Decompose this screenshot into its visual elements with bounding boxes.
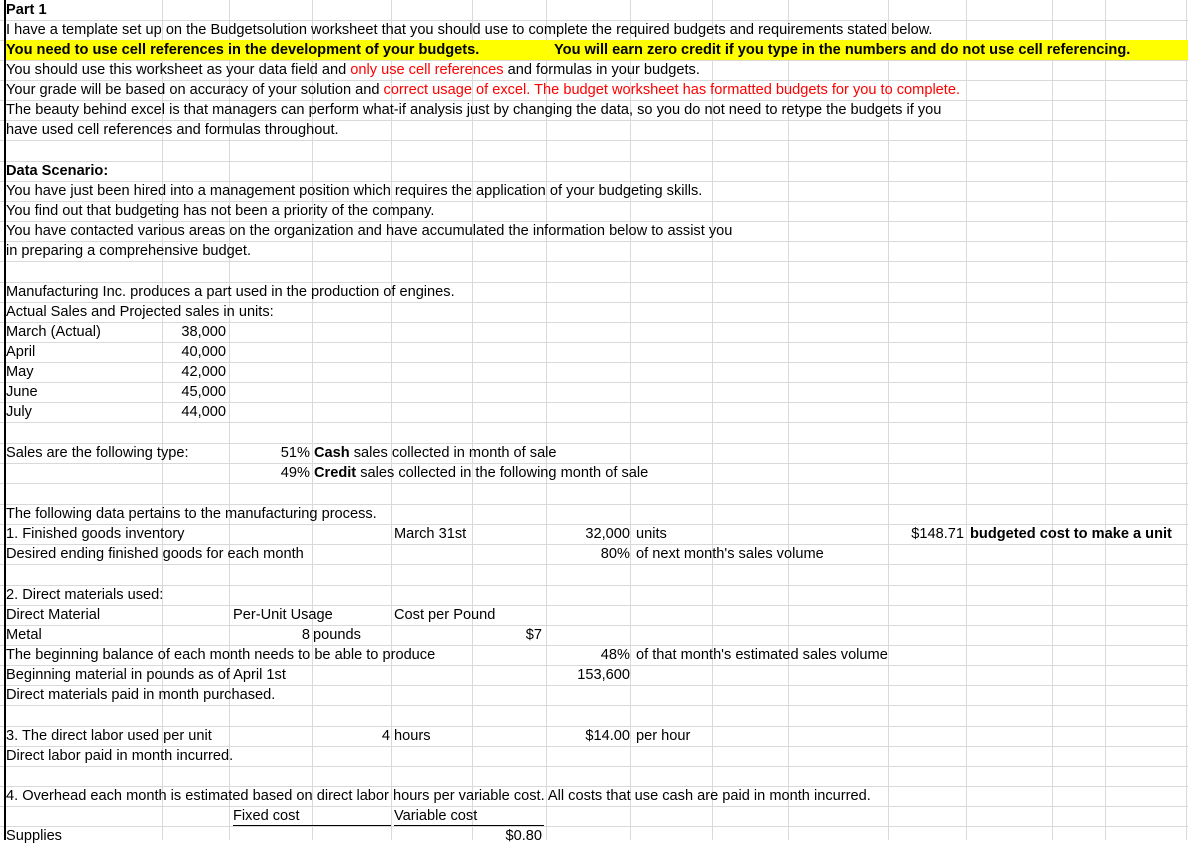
- desired-label: Desired ending finished goods for each month: [6, 546, 304, 562]
- row-scenario-3: [6, 221, 1188, 241]
- row-overhead-heading: [6, 786, 1188, 806]
- sales-month: May: [6, 364, 34, 380]
- row-sales-credit: [6, 463, 1188, 483]
- credit-description: Credit sales collected in the following month of sale: [314, 465, 649, 481]
- row-dm-april: [6, 665, 1188, 685]
- dm-beg-label: The beginning balance of each month needs to be able to produce: [6, 647, 436, 663]
- labor-hours-label: hours: [394, 728, 431, 744]
- row-intro-5: [6, 100, 1188, 120]
- row-sales-heading: [6, 302, 1188, 322]
- scenario-line: You find out that budgeting has not been a priority of the company.: [6, 203, 435, 219]
- dm-april-label: Beginning material in pounds as of April 1st: [6, 667, 286, 683]
- desired-percent: 80%: [600, 546, 630, 562]
- dm-col-material: Direct Material: [6, 607, 101, 623]
- row-sales-cash: [6, 443, 1188, 463]
- row-scenario-1: [6, 181, 1188, 201]
- sales-type-label: Sales are the following type:: [6, 445, 189, 461]
- sales-units: 42,000: [181, 364, 226, 380]
- row-sales-april: [6, 342, 1188, 362]
- dm-beg-text: of that month's estimated sales volume: [636, 647, 888, 663]
- row-gridline: [0, 705, 1188, 706]
- fg-units-label: units: [636, 526, 667, 542]
- dm-item-unit: pounds: [313, 627, 361, 643]
- overhead-col-variable: Variable cost: [394, 806, 544, 826]
- credit-percent: 49%: [280, 465, 310, 481]
- dm-paid-label: Direct materials paid in month purchased.: [6, 687, 276, 703]
- labor-hours: 4: [381, 728, 390, 744]
- sales-month: June: [6, 384, 38, 400]
- row-scenario-2: [6, 201, 1188, 221]
- dm-col-usage: Per-Unit Usage: [233, 607, 333, 623]
- sales-units: 40,000: [181, 344, 226, 360]
- row-desired-ending: [6, 544, 1188, 564]
- sales-heading: Actual Sales and Projected sales in units:: [6, 304, 274, 320]
- row-fg-inventory: [6, 524, 1188, 544]
- row-overhead-columns: [6, 806, 1188, 826]
- row-labor: [6, 726, 1188, 746]
- intro-line-4: Your grade will be based on accuracy of your solution and correct usage of excel. The budget worksheet has formatted budgets for you to complete.: [6, 82, 961, 98]
- unit-cost-label: budgeted cost to make a unit: [970, 526, 1172, 542]
- row-dm-metal: [6, 625, 1188, 645]
- dm-col-cost: Cost per Pound: [394, 607, 496, 623]
- fg-label: 1. Finished goods inventory: [6, 526, 185, 542]
- scenario-line: You have contacted various areas on the organization and have accumulated the information below to assist you: [6, 223, 733, 239]
- row-intro-4: [6, 80, 1188, 100]
- cash-description: Cash sales collected in month of sale: [314, 445, 557, 461]
- dm-april-value: 153,600: [577, 667, 630, 683]
- overhead-heading: 4. Overhead each month is estimated based on direct labor hours per variable cost. All costs that use cash are paid in month incurred.: [6, 788, 871, 804]
- row-sales-july: [6, 402, 1188, 422]
- row-company: [6, 282, 1188, 302]
- row-intro-6: [6, 120, 1188, 140]
- labor-paid-label: Direct labor paid in month incurred.: [6, 748, 234, 764]
- dm-item-name: Metal: [6, 627, 42, 643]
- intro-line-6: have used cell references and formulas throughout.: [6, 122, 339, 138]
- row-gridline: [0, 422, 1188, 423]
- labor-rate: $14.00: [585, 728, 630, 744]
- intro-line-5: The beauty behind excel is that managers can perform what-if analysis just by changing the data, so you do not need to retype the budgets if you: [6, 102, 942, 118]
- dm-beg-percent: 48%: [600, 647, 630, 663]
- row-sales-may: [6, 362, 1188, 382]
- company-line: Manufacturing Inc. produces a part used in the production of engines.: [6, 284, 455, 300]
- mfg-heading: The following data pertains to the manufacturing process.: [6, 506, 377, 522]
- labor-rate-label: per hour: [636, 728, 691, 744]
- fg-date: March 31st: [394, 526, 467, 542]
- row-gridline: [0, 140, 1188, 141]
- unit-cost: $148.71: [911, 526, 964, 542]
- intro-line-2a: You need to use cell references in the development of your budgets.: [6, 42, 480, 58]
- cash-percent: 51%: [280, 445, 310, 461]
- desired-text: of next month's sales volume: [636, 546, 824, 562]
- sales-month: July: [6, 404, 32, 420]
- row-dm-heading: [6, 585, 1188, 605]
- row-overhead-supplies: [6, 826, 1188, 846]
- row-labor-paid: [6, 746, 1188, 766]
- scenario-line: You have just been hired into a management position which requires the application of your budgeting skills.: [6, 183, 703, 199]
- sales-units: 45,000: [181, 384, 226, 400]
- intro-line-2b: You will earn zero credit if you type in the numbers and do not use cell referencing.: [554, 42, 1131, 58]
- sales-month: April: [6, 344, 36, 360]
- sales-month: March (Actual): [6, 324, 101, 340]
- labor-label: 3. The direct labor used per unit: [6, 728, 212, 744]
- intro-line-1: I have a template set up on the Budgetsolution worksheet that you should use to complete the required budgets and requirements stated below.: [6, 22, 933, 38]
- row-sales-march: [6, 322, 1188, 342]
- row-part-title: [6, 0, 1188, 20]
- part-title: Part 1: [6, 2, 47, 18]
- scenario-line: in preparing a comprehensive budget.: [6, 243, 252, 259]
- row-intro-3: [6, 60, 1188, 80]
- dm-item-cost: $7: [525, 627, 542, 643]
- overhead-col-fixed: Fixed cost: [233, 806, 391, 826]
- intro-line-3: You should use this worksheet as your data field and only use cell references and formulas in your budgets.: [6, 62, 700, 78]
- fg-units: 32,000: [585, 526, 630, 542]
- dm-item-qty: 8: [301, 627, 310, 643]
- row-sales-june: [6, 382, 1188, 402]
- dm-heading: 2. Direct materials used:: [6, 587, 164, 603]
- row-intro-2: [6, 40, 1188, 60]
- row-dm-beginning: [6, 645, 1188, 665]
- row-gridline: [0, 766, 1188, 767]
- scenario-title: Data Scenario:: [6, 163, 109, 179]
- overhead-item-variable: $0.80: [505, 828, 542, 844]
- row-gridline: [0, 261, 1188, 262]
- row-dm-columns: [6, 605, 1188, 625]
- overhead-item-name: Supplies: [6, 828, 62, 844]
- sales-units: 38,000: [181, 324, 226, 340]
- row-scenario-title: [6, 161, 1188, 181]
- row-intro-1: [6, 20, 1188, 40]
- row-scenario-4: [6, 241, 1188, 261]
- row-mfg-heading: [6, 504, 1188, 524]
- sales-units: 44,000: [181, 404, 226, 420]
- row-dm-paid: [6, 685, 1188, 705]
- row-gridline: [0, 483, 1188, 484]
- row-gridline: [0, 564, 1188, 565]
